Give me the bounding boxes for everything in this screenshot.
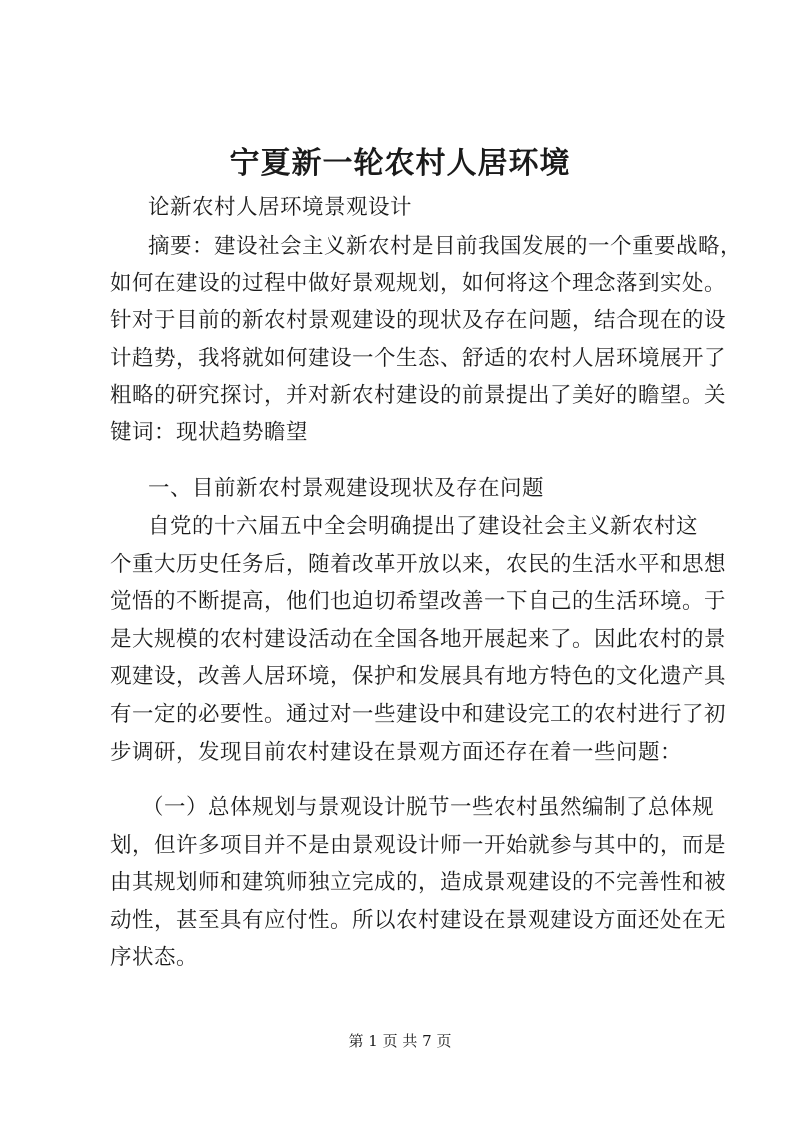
- page-footer: 第 1 页 共 7 页: [348, 1032, 452, 1050]
- paragraph-1-line-6: 有一定的必要性。通过对一些建设中和建设完工的农村进行了初: [110, 702, 727, 727]
- paragraph-2-line-1: （一）总体规划与景观设计脱节一些农村虽然编制了总体规: [142, 795, 715, 820]
- paragraph-1-line-5: 观建设，改善人居环境，保护和发展具有地方特色的文化遗产具: [110, 664, 727, 689]
- abstract-line-3: 针对于目前的新农村景观建设的现状及存在问题，结合现在的设: [110, 308, 727, 333]
- paragraph-1-line-1: 自党的十六届五中全会明确提出了建设社会主义新农村这: [148, 514, 699, 539]
- abstract-line-4: 计趋势，我将就如何建设一个生态、舒适的农村人居环境展开了: [110, 346, 727, 371]
- paragraph-2-line-3: 由其规划师和建筑师独立完成的，造成景观建设的不完善性和被: [110, 870, 727, 895]
- abstract-line-1: 摘要：建设社会主义新农村是目前我国发展的一个重要战略，: [148, 234, 743, 259]
- abstract-line-2: 如何在建设的过程中做好景观规划，如何将这个理念落到实处。: [110, 271, 727, 296]
- section-heading-1: 一、目前新农村景观建设现状及存在问题: [148, 476, 545, 501]
- document-title: 宁夏新一轮农村人居环境: [229, 146, 571, 181]
- paragraph-1-line-7: 步调研，发现目前农村建设在景观方面还存在着一些问题：: [110, 740, 683, 765]
- paragraph-1-line-3: 觉悟的不断提高，他们也迫切希望改善一下自己的生活环境。于: [110, 589, 727, 614]
- paragraph-2-line-4: 动性，甚至具有应付性。所以农村建设在景观建设方面还处在无: [110, 908, 727, 933]
- paragraph-1-line-4: 是大规模的农村建设活动在全国各地开展起来了。因此农村的景: [110, 627, 727, 652]
- paragraph-2-line-2: 划，但许多项目并不是由景观设计师一开始就参与其中的，而是: [110, 833, 727, 858]
- subtitle-line: 论新农村人居环境景观设计: [148, 195, 413, 220]
- abstract-line-5: 粗略的研究探讨，并对新农村建设的前景提出了美好的瞻望。关: [110, 383, 727, 408]
- keywords-line: 键词：现状趋势瞻望: [110, 420, 309, 445]
- paragraph-2-line-5: 序状态。: [110, 945, 199, 970]
- paragraph-1-line-2: 个重大历史任务后，随着改革开放以来，农民的生活水平和思想: [110, 552, 727, 577]
